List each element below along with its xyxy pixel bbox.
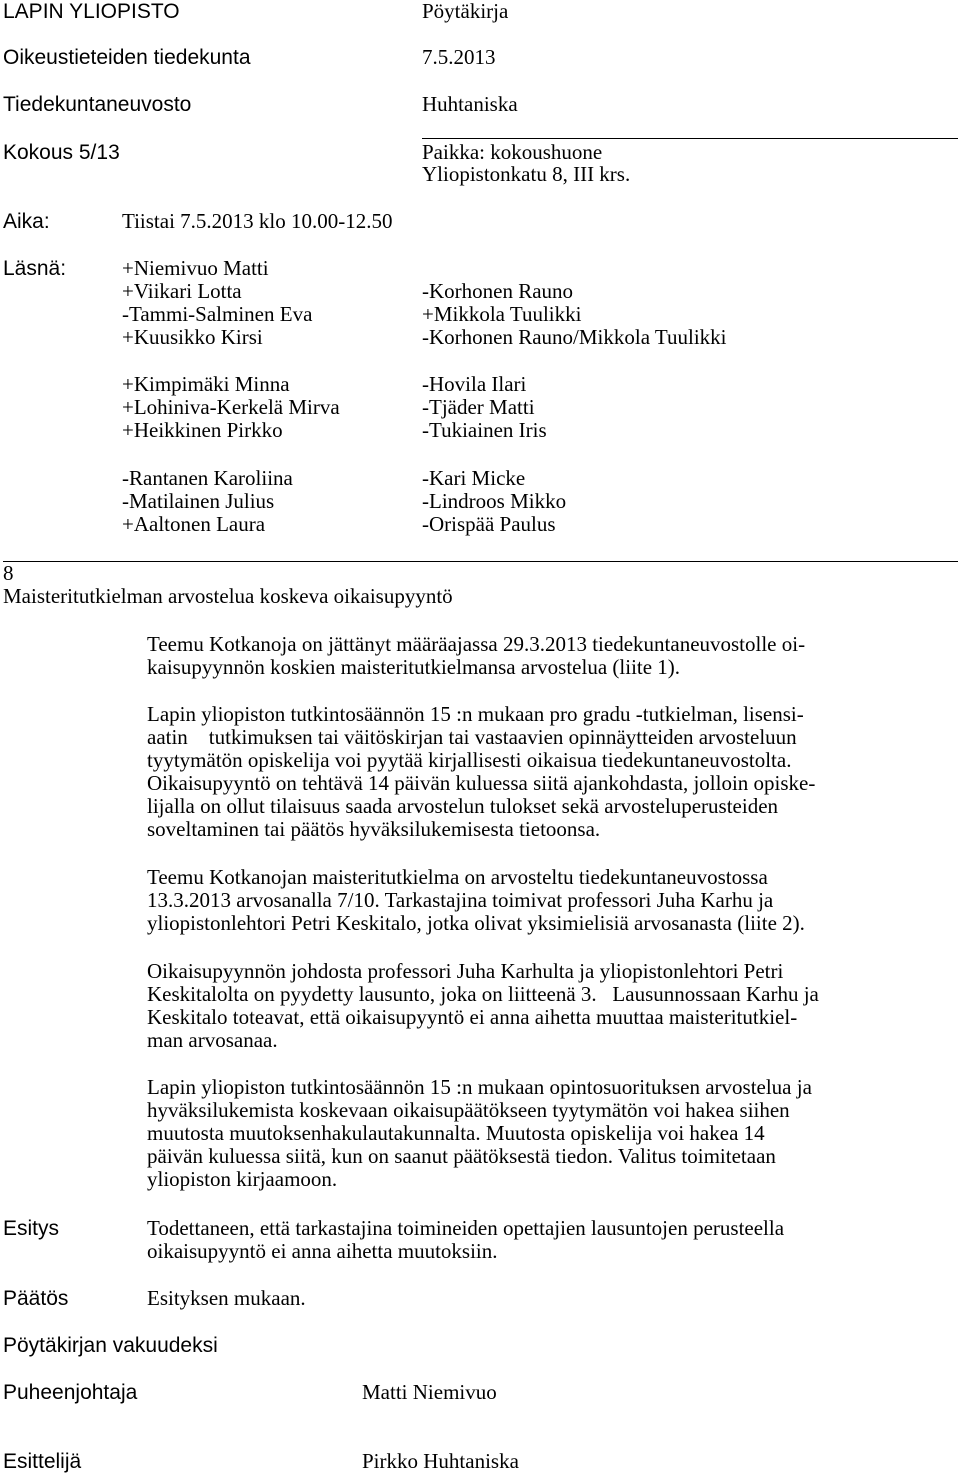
attendee: -Rantanen Karoliina bbox=[122, 466, 293, 490]
paragraph-line: lijalla on ollut tilaisuus saada arvostelun tulokset sekä arvosteluperusteiden bbox=[147, 794, 779, 818]
time-label: Aika: bbox=[3, 210, 50, 233]
meeting-place-line-1: Paikka: kokoushuone bbox=[422, 140, 603, 164]
meeting-number: Kokous 5/13 bbox=[3, 141, 120, 164]
paragraph-line: oikaisupyyntö ei anna aihetta muutoksiin. bbox=[147, 1239, 498, 1263]
meeting-date: 7.5.2013 bbox=[422, 45, 496, 69]
paragraph-line: päivän kuluessa siitä, kun on saanut päätöksestä tiedon. Valitus toimitetaan bbox=[147, 1144, 776, 1168]
item-title: Maisteritutkielman arvostelua koskeva oikaisupyyntö bbox=[3, 584, 453, 608]
paragraph-line: man arvosanaa. bbox=[147, 1028, 278, 1052]
paragraph-line: Teemu Kotkanoja on jättänyt määräajassa 29.3.2013 tiedekuntaneuvostolle oi- bbox=[147, 632, 806, 656]
paragraph-line: muutosta muutoksenhakulautakunnalta. Muutosta opiskelija voi hakea 14 bbox=[147, 1121, 765, 1145]
attendee: -Tukiainen Iris bbox=[422, 418, 547, 442]
attendance-label: Läsnä: bbox=[3, 257, 67, 280]
attendee: -Tammi-Salminen Eva bbox=[122, 302, 313, 326]
paragraph-line: Keskitalo toteavat, että oikaisupyyntö ei anna aihetta muuttaa maisteritutkiel- bbox=[147, 1005, 798, 1029]
attendee: -Tjäder Matti bbox=[422, 395, 535, 419]
secretary-label: Esittelijä bbox=[3, 1450, 82, 1473]
council-name: Tiedekuntaneuvosto bbox=[3, 93, 192, 116]
paragraph-line: Teemu Kotkanojan maisteritutkielma on arvosteltu tiedekuntaneuvostossa bbox=[147, 865, 768, 889]
attendance-left-group-3 bbox=[122, 467, 293, 536]
paragraph-line: yliopistonlehtori Petri Keskitalo, jotka olivat yksimielisiä arvosanasta (liite 2). bbox=[147, 911, 805, 935]
item-number: 8 bbox=[3, 561, 14, 585]
paragraph-2 bbox=[147, 703, 959, 841]
secretary-name: Pirkko Huhtaniska bbox=[362, 1449, 519, 1473]
attendee: -Korhonen Rauno/Mikkola Tuulikki bbox=[422, 325, 727, 349]
paragraph-5 bbox=[147, 1076, 959, 1191]
paragraph-line: Lapin yliopiston tutkintosäännön 15 :n mukaan opintosuorituksen arvostelua ja bbox=[147, 1075, 812, 1099]
chair-name: Matti Niemivuo bbox=[362, 1380, 497, 1404]
attendee: +Kimpimäki Minna bbox=[122, 372, 290, 396]
paragraph-line: tyytymätön opiskelija voi pyytää kirjallisesti oikaisua tiedekuntaneuvostolta. bbox=[147, 748, 792, 772]
time-value: Tiistai 7.5.2013 klo 10.00-12.50 bbox=[122, 209, 393, 233]
signatures-heading: Pöytäkirjan vakuudeksi bbox=[3, 1334, 218, 1357]
attendance-left-group-2 bbox=[122, 373, 340, 442]
faculty-name: Oikeustieteiden tiedekunta bbox=[3, 46, 251, 69]
paragraph-line: soveltaminen tai päätös hyväksilukemisesta tietoonsa. bbox=[147, 817, 601, 841]
attendee: +Niemivuo Matti bbox=[122, 256, 269, 280]
chair-label: Puheenjohtaja bbox=[3, 1381, 138, 1404]
proposal-label: Esitys bbox=[3, 1217, 60, 1240]
attendee: -Kari Micke bbox=[422, 466, 526, 490]
paragraph-line: kaisupyynnön koskien maisteritutkielmansa arvostelua (liite 1). bbox=[147, 655, 681, 679]
decision-text: Esityksen mukaan. bbox=[147, 1286, 306, 1310]
attendee: -Matilainen Julius bbox=[122, 489, 275, 513]
paragraph-line: 13.3.2013 arvosanalla 7/10. Tarkastajina toimivat professori Juha Karhu ja bbox=[147, 888, 774, 912]
decision-label: Päätös bbox=[3, 1287, 69, 1310]
attendance-right-group-1 bbox=[422, 280, 727, 349]
attendee: +Lohiniva-Kerkelä Mirva bbox=[122, 395, 340, 419]
meeting-place-line-2: Yliopistonkatu 8, III krs. bbox=[422, 162, 631, 186]
paragraph-line: yliopiston kirjaamoon. bbox=[147, 1167, 338, 1191]
paragraph-line: Oikaisupyyntö on tehtävä 14 päivän kuluessa siitä ajankohdasta, jolloin opiske- bbox=[147, 771, 816, 795]
author-name: Huhtaniska bbox=[422, 92, 518, 116]
attendee: +Mikkola Tuulikki bbox=[422, 302, 582, 326]
attendee: +Heikkinen Pirkko bbox=[122, 418, 283, 442]
organization-name: LAPIN YLIOPISTO bbox=[3, 0, 180, 23]
attendee: +Viikari Lotta bbox=[122, 279, 242, 303]
header-rule bbox=[422, 138, 958, 139]
paragraph-line: aatin tutkimuksen tai väitöskirjan tai vastaavien opinnäytteiden arvosteluun bbox=[147, 725, 797, 749]
paragraph-line: Todettaneen, että tarkastajina toimineiden opettajien lausuntojen perusteella bbox=[147, 1216, 785, 1240]
paragraph-4 bbox=[147, 960, 959, 1052]
proposal-text bbox=[147, 1217, 959, 1263]
document-type: Pöytäkirja bbox=[422, 0, 509, 23]
attendee: +Kuusikko Kirsi bbox=[122, 325, 263, 349]
attendance-left-group-1 bbox=[122, 257, 312, 349]
attendee: -Korhonen Rauno bbox=[422, 279, 574, 303]
attendee: -Lindroos Mikko bbox=[422, 489, 567, 513]
attendance-right-group-3 bbox=[422, 467, 566, 536]
attendee: +Aaltonen Laura bbox=[122, 512, 266, 536]
paragraph-1 bbox=[147, 633, 959, 679]
paragraph-3 bbox=[147, 866, 959, 935]
paragraph-line: Keskitalolta on pyydetty lausunto, joka on liitteenä 3. Lausunnossaan Karhu ja bbox=[147, 982, 819, 1006]
attendee: -Hovila Ilari bbox=[422, 372, 527, 396]
paragraph-line: hyväksilukemista koskevaan oikaisupäätökseen tyytymätön voi hakea siihen bbox=[147, 1098, 790, 1122]
attendance-right-group-2 bbox=[422, 373, 547, 442]
paragraph-line: Lapin yliopiston tutkintosäännön 15 :n mukaan pro gradu -tutkielman, lisensi- bbox=[147, 702, 804, 726]
attendee: -Orispää Paulus bbox=[422, 512, 556, 536]
item-rule bbox=[3, 561, 958, 562]
paragraph-line: Oikaisupyynnön johdosta professori Juha Karhulta ja yliopistonlehtori Petri bbox=[147, 959, 784, 983]
